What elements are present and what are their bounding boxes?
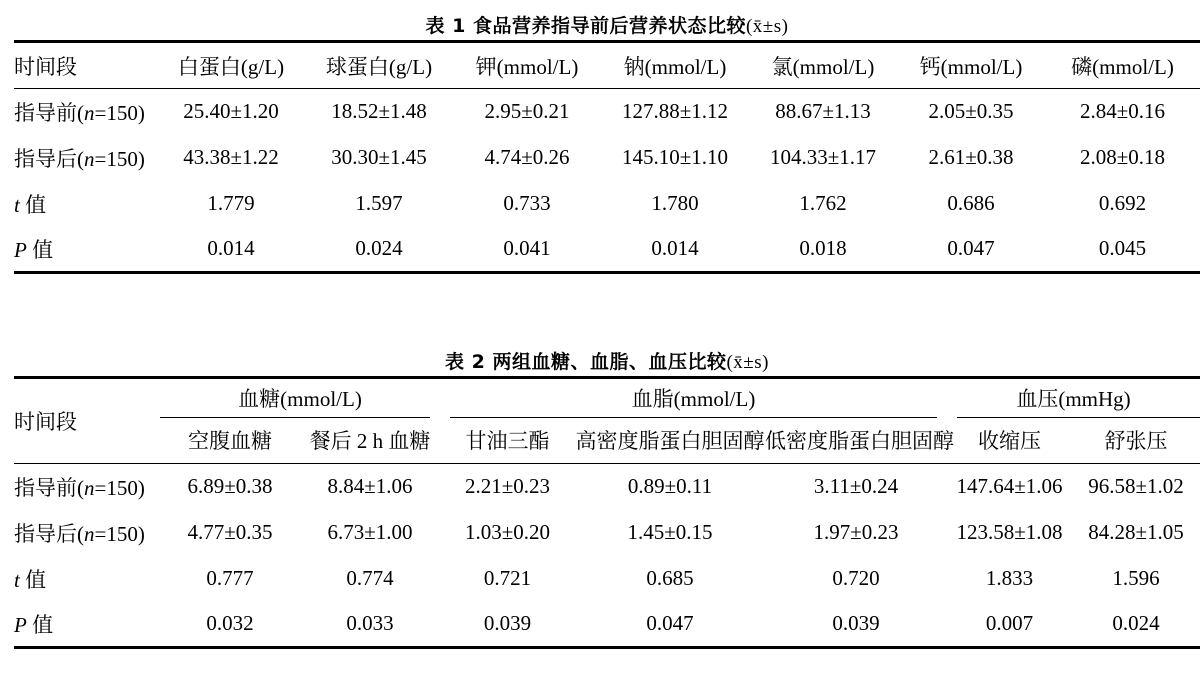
table-cell: 0.039 — [832, 611, 880, 636]
table-2-grid — [14, 376, 1200, 649]
table-cell: 8.84±1.06 — [327, 474, 413, 499]
table-1-caption-title: 表 1 食品营养指导前后营养状态比较 — [425, 15, 746, 37]
column-header: 餐后 2 h 血糖 — [309, 429, 431, 454]
table-cell: 1.779 — [207, 191, 255, 215]
table-cell: 0.007 — [985, 611, 1034, 636]
table-cell: 2.61±0.38 — [928, 145, 1014, 169]
table-2-caption-title: 表 2 两组血糖、血脂、血压比较 — [445, 351, 727, 373]
table-cell: 2.84±0.16 — [1079, 99, 1166, 124]
table-1-grid — [14, 40, 1200, 274]
table-row — [14, 556, 1200, 602]
table-cell: 3.11±0.24 — [813, 474, 899, 499]
table-cell: 0.692 — [1098, 191, 1147, 215]
group-underline — [450, 417, 937, 418]
table-cell: 18.52±1.48 — [331, 99, 427, 124]
group-header-blood-pressure — [947, 378, 1200, 418]
table-cell: 0.721 — [483, 566, 532, 590]
table-2-sub-header-row — [14, 418, 1200, 464]
table-row — [14, 135, 1200, 181]
table-cell: 0.033 — [346, 611, 394, 636]
table-cell: 0.733 — [503, 191, 551, 215]
table-cell: 4.77±0.35 — [187, 520, 273, 544]
table-cell: 0.045 — [1098, 236, 1147, 261]
table-cell: 6.73±1.00 — [327, 520, 413, 544]
table-cell: 1.03±0.20 — [464, 520, 551, 544]
group-underline — [160, 417, 430, 418]
table-cell: 0.014 — [651, 236, 699, 261]
table-cell: 96.58±1.02 — [1088, 474, 1184, 499]
row-label: P 值 — [14, 612, 54, 637]
table-cell: 1.596 — [1112, 566, 1160, 590]
table-cell: 1.833 — [985, 566, 1034, 590]
group-header-blood-glucose — [160, 378, 440, 418]
row-label: 指导前(n=150) — [14, 100, 145, 125]
column-header: 白蛋白(g/L) — [177, 54, 285, 79]
table-row — [14, 510, 1200, 556]
table-cell: 1.597 — [355, 191, 403, 215]
column-header: 钾(mmol/L) — [475, 54, 579, 79]
column-header: 甘油三酯 — [465, 429, 550, 454]
column-header: 磷(mmol/L) — [1071, 54, 1174, 79]
table-cell: 0.032 — [206, 611, 254, 636]
table-cell: 0.018 — [799, 236, 847, 261]
table-cell: 0.014 — [207, 236, 255, 261]
table-cell: 6.89±0.38 — [187, 474, 273, 499]
column-header: 时间段 — [14, 54, 77, 79]
table-cell: 84.28±1.05 — [1088, 520, 1184, 544]
table-1-header-row — [14, 42, 1200, 89]
table-row — [14, 464, 1200, 510]
table-cell: 43.38±1.22 — [183, 145, 279, 169]
table-cell: 88.67±1.13 — [775, 99, 871, 124]
table-cell: 2.21±0.23 — [464, 474, 551, 499]
table-cell: 145.10±1.10 — [621, 145, 729, 169]
table-row — [14, 602, 1200, 648]
column-header: 高密度脂蛋白胆固醇 — [575, 429, 765, 454]
table-1 — [14, 14, 1200, 274]
table-cell: 1.97±0.23 — [813, 520, 899, 544]
table-cell: 123.58±1.08 — [956, 520, 1063, 544]
table-cell: 1.780 — [651, 191, 699, 215]
table-cell: 2.95±0.21 — [484, 99, 570, 124]
table-cell: 4.74±0.26 — [484, 145, 570, 169]
group-header-label: 血压(mmHg) — [1016, 387, 1131, 412]
table-row — [14, 227, 1200, 273]
column-header: 舒张压 — [1104, 429, 1168, 454]
table-2-caption — [14, 350, 1200, 376]
column-header: 钠(mmol/L) — [623, 54, 727, 79]
table-cell: 1.45±0.15 — [627, 520, 713, 544]
table-2 — [14, 350, 1200, 649]
table-cell: 127.88±1.12 — [621, 99, 729, 124]
row-label: P 值 — [14, 237, 54, 262]
group-header-label: 血脂(mmol/L) — [631, 387, 756, 412]
column-header: 氯(mmol/L) — [771, 54, 875, 79]
table-cell: 104.33±1.17 — [769, 145, 877, 169]
table-2-caption-formula: (x̄±s) — [726, 352, 769, 373]
column-header: 钙(mmol/L) — [919, 54, 1023, 79]
group-header-label: 血糖(mmol/L) — [238, 387, 362, 412]
row-label: 指导后(n=150) — [14, 521, 145, 546]
table-cell: 0.039 — [483, 611, 532, 636]
table-cell: 2.08±0.18 — [1079, 145, 1166, 169]
table-1-caption — [14, 14, 1200, 40]
table-cell: 0.024 — [1112, 611, 1160, 636]
group-header-blood-lipid — [440, 378, 947, 418]
row-label: t 值 — [14, 192, 47, 217]
column-header: 低密度脂蛋白胆固醇 — [765, 429, 954, 454]
table-cell: 147.64±1.06 — [956, 474, 1063, 499]
table-cell: 0.720 — [832, 566, 880, 590]
row-label: 指导后(n=150) — [14, 146, 145, 171]
column-header: 时间段 — [14, 378, 160, 464]
table-cell: 1.762 — [799, 191, 847, 215]
table-cell: 0.685 — [646, 566, 694, 590]
table-cell: 0.041 — [503, 236, 551, 261]
table-cell: 0.777 — [206, 566, 254, 590]
table-row — [14, 181, 1200, 227]
table-cell: 0.89±0.11 — [627, 474, 713, 499]
group-underline — [957, 417, 1200, 418]
table-cell: 2.05±0.35 — [928, 99, 1014, 124]
table-1-caption-formula: (x̄±s) — [745, 16, 789, 37]
table-2-group-header-row — [14, 378, 1200, 418]
table-cell: 0.047 — [646, 611, 694, 636]
table-cell: 0.047 — [947, 236, 995, 261]
table-cell: 30.30±1.45 — [331, 145, 427, 169]
column-header: 球蛋白(g/L) — [325, 54, 433, 79]
column-header: 空腹血糖 — [188, 429, 272, 454]
column-header: 收缩压 — [978, 429, 1041, 454]
table-cell: 0.774 — [346, 566, 394, 590]
table-cell: 0.686 — [947, 191, 995, 215]
row-label: 指导前(n=150) — [14, 475, 145, 500]
row-label: t 值 — [14, 567, 47, 592]
table-row — [14, 89, 1200, 135]
table-cell: 25.40±1.20 — [183, 99, 279, 124]
table-cell: 0.024 — [355, 236, 403, 261]
